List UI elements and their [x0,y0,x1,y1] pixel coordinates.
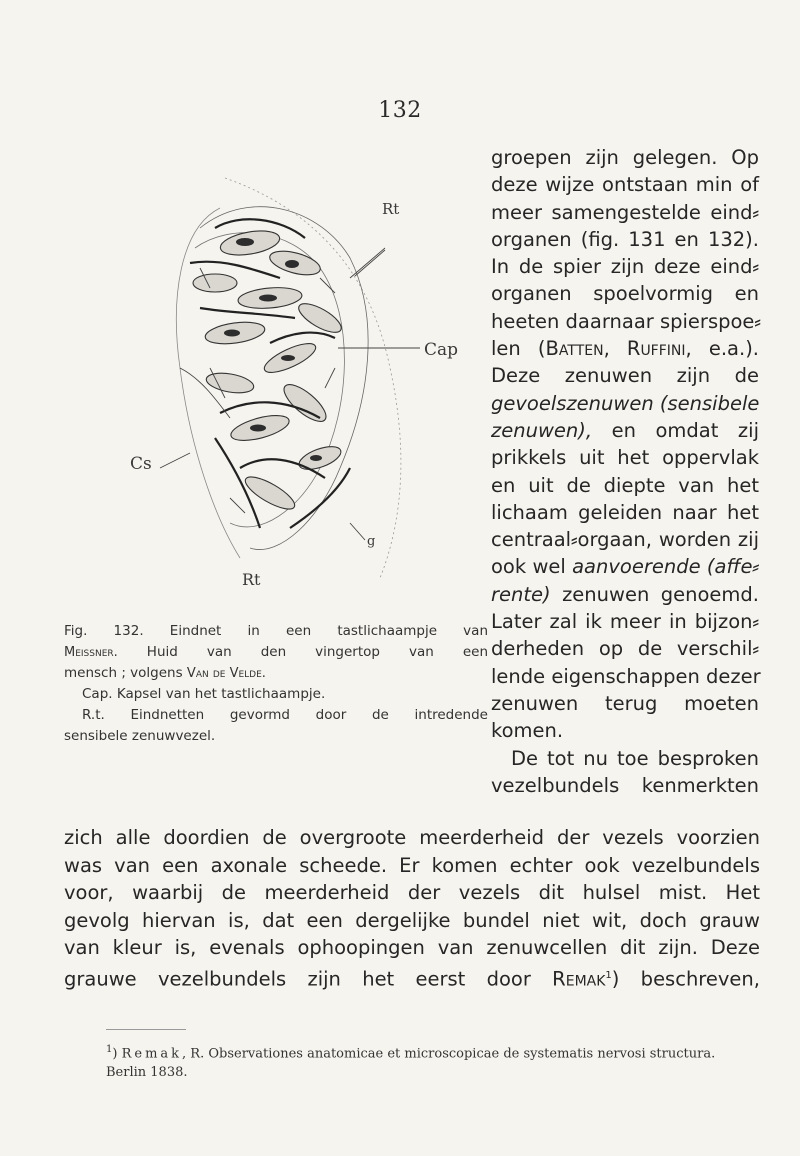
footnote-author: Remak [121,1046,183,1062]
caption-author: Van de Velde. [186,666,266,681]
label-rt-top: Rt [382,200,400,218]
figure-caption [64,621,488,747]
text-span: len ( [491,337,546,361]
author-ruffini: Ruffini [626,337,686,361]
footnote-ref: 1 [605,969,612,981]
label-cs: Cs [130,454,152,474]
label-rt-bottom: Rt [242,570,261,589]
text-line: zich alle doordien de overgroote meerderheid der vezels voorzien [64,826,760,849]
text-line [64,962,760,993]
footnote-marker-close: ) [112,1046,118,1062]
caption-line: Fig. 132. Eindnet in een tastlichaampje van [64,623,488,639]
text-line: centraal⸗orgaan, worden zij [491,528,759,552]
text-line: organen spoelvormig en [491,282,759,306]
text-line: lichaam geleiden naar het [491,500,759,524]
text-span: rente) [491,582,551,606]
text-line: gevolg hiervan is, dat een dergelijke bundel niet wit, doch grauw [64,908,760,932]
text-line: en uit de diepte van het [491,473,759,497]
text-line: Later zal ik meer in bijzon⸗ [491,610,759,634]
caption-text: Huid van den vingertop van een [117,644,488,660]
caption-author: Meissner. [64,645,118,660]
text-span: aanvoerende (affe⸗ [572,555,759,579]
caption-line [64,642,488,663]
text-line: deze wijze ontstaan min of [491,173,759,197]
text-span: zenuwen genoemd. [550,582,759,606]
footnote-marker: 1 [106,1044,113,1055]
author-batten: Batten [545,337,604,361]
text-line: lende eigenschappen dezer [491,664,761,688]
footnote-text: , R. Observationes anatomicae et microscopicae de systematis nervosi structura. [182,1046,716,1062]
footnote [106,1040,756,1082]
figure-tactile-corpuscle [120,168,480,618]
right-column-text [491,144,759,799]
text-span: zenuwen), [491,418,593,442]
text-line [491,581,759,608]
text-span: , e.a.). [685,337,759,361]
caption-text: mensch ; volgens [64,665,187,681]
text-span: ) beschreven, [611,967,760,990]
text-line: heeten daarnaar spierspoe⸗ [491,309,761,333]
text-span: , [603,337,627,361]
text-line: In de spier zijn deze eind⸗ [491,255,759,279]
caption-line: Cap. Kapsel van het tastlichaampje. [82,686,326,702]
text-line: komen. [491,719,564,743]
text-line: organen (fig. 131 en 132). [491,227,759,251]
caption-line: sensibele zenuwvezel. [64,728,216,744]
author-remak: Remak [552,967,606,990]
footnote-line [106,1040,756,1063]
caption-line: R.t. Eindnetten gevormd door de intredende [82,707,488,723]
text-line [491,335,759,362]
text-line: vezelbundels kenmerkten [491,773,759,797]
text-line [491,553,759,580]
footnote-line: Berlin 1838. [106,1065,188,1081]
text-span: ook wel [491,555,573,579]
text-line: groepen zijn gelegen. Op [491,146,759,169]
text-span: en omdat zij [592,418,759,442]
text-line [491,417,759,444]
body-paragraph [64,824,760,993]
label-g: g [367,534,376,549]
text-line: derheden op de verschil⸗ [491,637,759,661]
text-line: gevoelszenuwen (sensibele [491,391,760,415]
label-cap: Cap [424,340,459,360]
tactile-corpuscle-illustration [120,168,480,618]
text-span: grauwe vezelbundels zijn het eerst door [64,967,553,990]
text-line: was van een axonale scheede. Er komen echter ook vezelbundels [64,853,760,877]
text-line: Deze zenuwen zijn de [491,364,759,388]
text-line: De tot nu toe besproken [511,746,759,770]
text-line: voor, waarbij de meerderheid der vezels dit hulsel mist. Het [64,881,760,904]
text-line: zenuwen terug moeten [491,691,759,715]
page-number: 132 [378,98,422,123]
text-line: prikkels uit het oppervlak [491,446,759,470]
text-line: van kleur is, evenals ophoopingen van zenuwcellen dit zijn. Deze [64,936,760,959]
caption-line [64,663,488,684]
text-line: meer samengestelde eind⸗ [491,200,759,224]
footnote-divider [106,1029,186,1030]
